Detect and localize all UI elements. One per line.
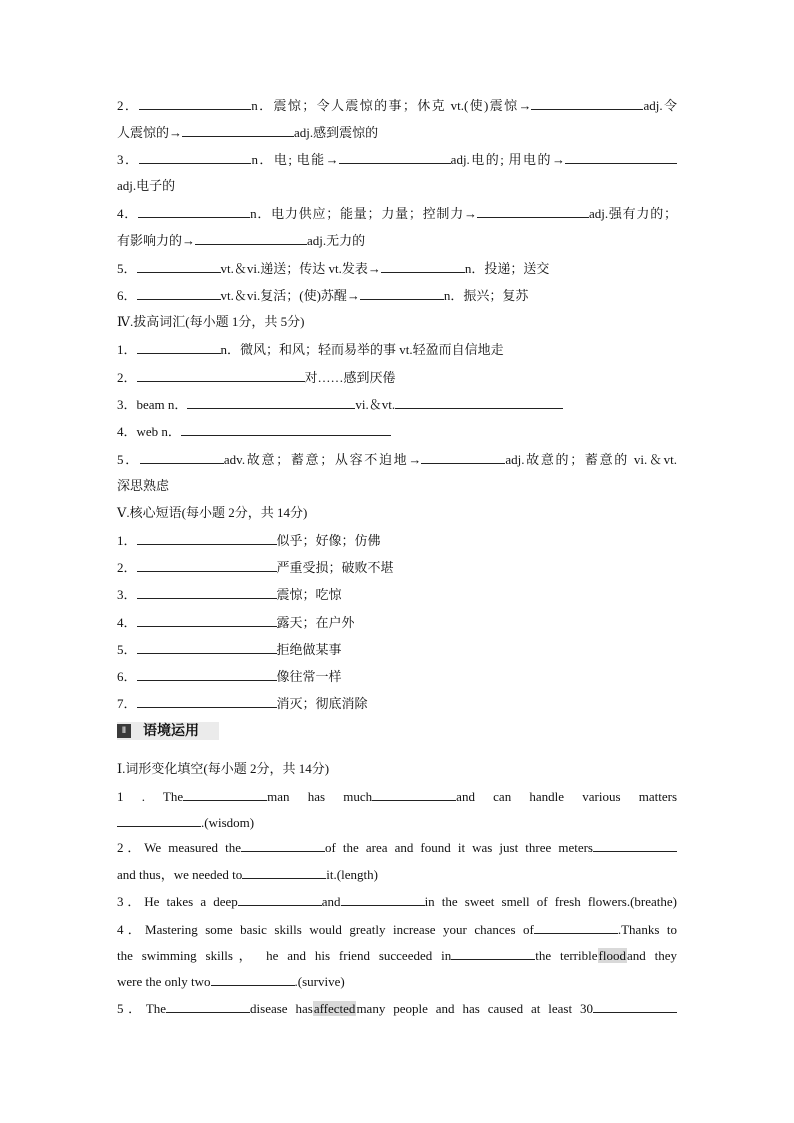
c1-line1: 1 . The man has much and can handle various matters (117, 789, 678, 804)
section-number-icon: Ⅱ (117, 724, 131, 738)
blank[interactable] (181, 422, 391, 436)
blank[interactable] (138, 204, 250, 218)
blank[interactable] (139, 96, 251, 110)
blank[interactable] (137, 558, 277, 572)
q5-6: 6． 像往常一样 (117, 669, 342, 684)
q4-1: 1． n．微风；和风；轻而易举的事 vt.轻盈而自信地走 (117, 342, 504, 357)
blank[interactable] (531, 96, 643, 110)
c2-line2: and thus，we needed to it.(length) (117, 867, 378, 882)
blank[interactable] (451, 946, 535, 960)
q4-5-line1: 5． adv.故意；蓄意；从容不迫地→ adj.故意的；蓄意的 vi.＆vt. (117, 452, 677, 467)
blank[interactable] (381, 259, 465, 273)
highlight-word: flood (598, 948, 626, 963)
blank[interactable] (534, 920, 618, 934)
blank[interactable] (137, 531, 277, 545)
blank[interactable] (137, 585, 277, 599)
q5-3: 3． 震惊；吃惊 (117, 587, 342, 602)
q5-5: 5． 拒绝做某事 (117, 642, 342, 657)
blank[interactable] (137, 694, 277, 708)
context-heading: Ⅰ.词形变化填空(每小题 2分，共 14分) (117, 761, 330, 776)
q5-1: 1． 似乎；好像；仿佛 (117, 533, 381, 548)
blank[interactable] (211, 972, 295, 986)
blank[interactable] (421, 450, 505, 464)
blank[interactable] (477, 204, 589, 218)
q3-6: 6． vt.＆vi.复活；(使)苏醒→ n．振兴；复苏 (117, 288, 529, 303)
blank[interactable] (242, 865, 326, 879)
section-v-heading: Ⅴ.核心短语(每小题 2分，共 14分) (117, 505, 308, 520)
blank[interactable] (140, 450, 224, 464)
blank[interactable] (360, 286, 444, 300)
blank[interactable] (238, 892, 322, 906)
blank[interactable] (137, 286, 221, 300)
blank[interactable] (565, 150, 677, 164)
c4-line1: 4．Mastering some basic skills would greatly increase your chances of .Thanks to (117, 922, 677, 937)
c4-line2: the swimming skills， he and his friend succeeded in the terriblefloodand they (117, 948, 677, 963)
blank[interactable] (395, 395, 563, 409)
blank[interactable] (137, 340, 221, 354)
blank[interactable] (137, 613, 277, 627)
q5-2: 2． 严重受损；破败不堪 (117, 560, 394, 575)
q4-5-line2: 深思熟虑 (117, 478, 170, 493)
q3-5: 5． vt.＆vi.递送；传达 vt.发表→ n．投递；送交 (117, 261, 550, 276)
q5-7: 7． 消灭；彻底消除 (117, 696, 368, 711)
q4-2: 2． 对……感到厌倦 (117, 370, 396, 385)
blank[interactable] (137, 259, 221, 273)
blank[interactable] (241, 838, 325, 852)
section-title: 语境运用 (143, 723, 199, 739)
c5-line1: 5．The disease hasaffectedmany people and has caused at least 30 (117, 999, 677, 1017)
blank[interactable] (137, 667, 277, 681)
c2-line1: 2．We measured the of the area and found it was just three meters (117, 838, 677, 856)
highlight-word: affected (313, 1001, 356, 1016)
section-iv-heading: Ⅳ.拔高词汇(每小题 1分，共 5分) (117, 314, 305, 329)
blank[interactable] (339, 150, 451, 164)
blank[interactable] (139, 150, 251, 164)
blank[interactable] (183, 787, 267, 801)
section-header-bar (117, 722, 219, 740)
q3-2-line2: 人震惊的→ adj.感到震惊的 (117, 125, 379, 140)
blank[interactable] (593, 999, 677, 1013)
blank[interactable] (166, 999, 250, 1013)
blank[interactable] (372, 787, 456, 801)
q3-2-line1: 2． n．震惊；令人震惊的事；休克 vt.(使)震惊→ adj.令 (117, 98, 677, 113)
blank[interactable] (195, 231, 307, 245)
c3: 3．He takes a deep and in the sweet smell of fresh flowers.(breathe) (117, 894, 677, 909)
q3-4-line1: 4． n．电力供应；能量；力量；控制力→ adj.强有力的； (117, 206, 677, 221)
q4-4: 4．web n． (117, 422, 677, 440)
q3-3-line1: 3． n．电; 电能→ adj.电的; 用电的→ (117, 150, 677, 168)
blank[interactable] (137, 640, 277, 654)
blank[interactable] (137, 368, 305, 382)
blank[interactable] (182, 123, 294, 137)
c1-line2: .(wisdom) (117, 813, 677, 831)
q5-4: 4． 露天；在户外 (117, 615, 355, 630)
blank[interactable] (593, 838, 677, 852)
q4-3: 3．beam n． vi.＆vt. (117, 395, 677, 413)
blank[interactable] (117, 813, 201, 827)
blank[interactable] (187, 395, 355, 409)
c4-line3: were the only two .(survive) (117, 974, 345, 989)
blank[interactable] (341, 892, 425, 906)
q3-3-line2: adj.电子的 (117, 178, 176, 193)
q3-4-line2: 有影响力的→ adj.无力的 (117, 233, 366, 248)
